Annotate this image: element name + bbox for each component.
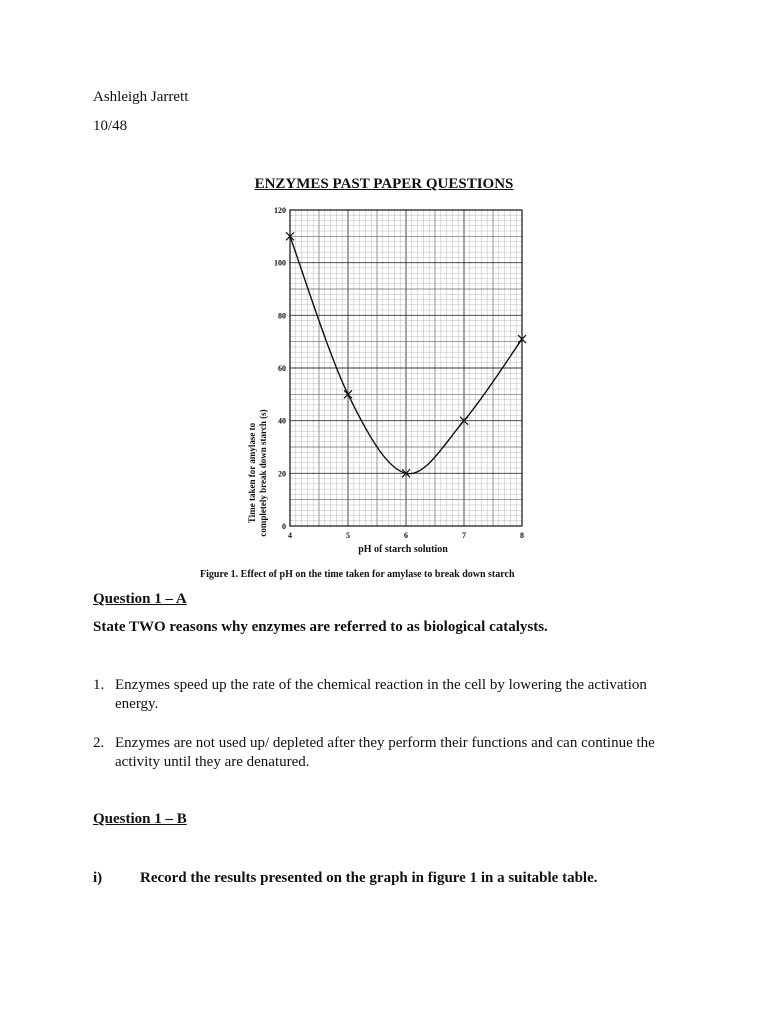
answer-text: Enzymes speed up the rate of the chemical reaction in the cell by lowering the activation energy. (115, 677, 647, 712)
student-code: 10/48 (93, 118, 128, 134)
subquestion-number: i) (93, 870, 103, 886)
y-tick-label: 120 (274, 206, 286, 215)
answer-text: Enzymes are not used up/ depleted after they perform their functions and can continue the activity until they are denatured. (115, 735, 655, 770)
chart-grid (290, 210, 522, 526)
y-tick-labels (274, 206, 286, 531)
subquestion-text: Record the results presented on the graph in figure 1 in a suitable table. (140, 870, 598, 886)
y-tick-label: 20 (278, 469, 286, 479)
y-axis-label-line1: Time taken for amylase to (247, 422, 257, 524)
y-tick-label: 80 (278, 311, 286, 321)
question-1a-prompt: State TWO reasons why enzymes are referred to as biological catalysts. (93, 619, 548, 635)
y-tick-label: 40 (278, 416, 286, 426)
ph-time-chart (200, 198, 580, 583)
x-axis-label: pH of starch solution (358, 544, 448, 555)
x-tick-label: 8 (520, 531, 524, 540)
figure-caption: Figure 1. Effect of pH on the time taken for amylase to break down starch (200, 569, 515, 580)
answer-number: 2. (93, 735, 105, 751)
document-title: ENZYMES PAST PAPER QUESTIONS (254, 176, 514, 192)
y-tick-label: 100 (274, 258, 286, 268)
answer-number: 1. (93, 677, 105, 693)
y-tick-label: 60 (278, 364, 286, 373)
x-tick-label: 6 (404, 531, 408, 540)
y-axis-label-line2: completely break down starch (s) (258, 409, 268, 537)
question-1a-heading: Question 1 – A (93, 591, 187, 607)
x-tick-labels (288, 531, 524, 540)
y-tick-label: 0 (282, 522, 286, 531)
x-tick-label: 5 (346, 531, 350, 540)
x-tick-label: 4 (288, 531, 292, 540)
question-1b-heading: Question 1 – B (93, 811, 187, 827)
author-name: Ashleigh Jarrett (93, 89, 189, 105)
x-tick-label: 7 (462, 531, 466, 540)
